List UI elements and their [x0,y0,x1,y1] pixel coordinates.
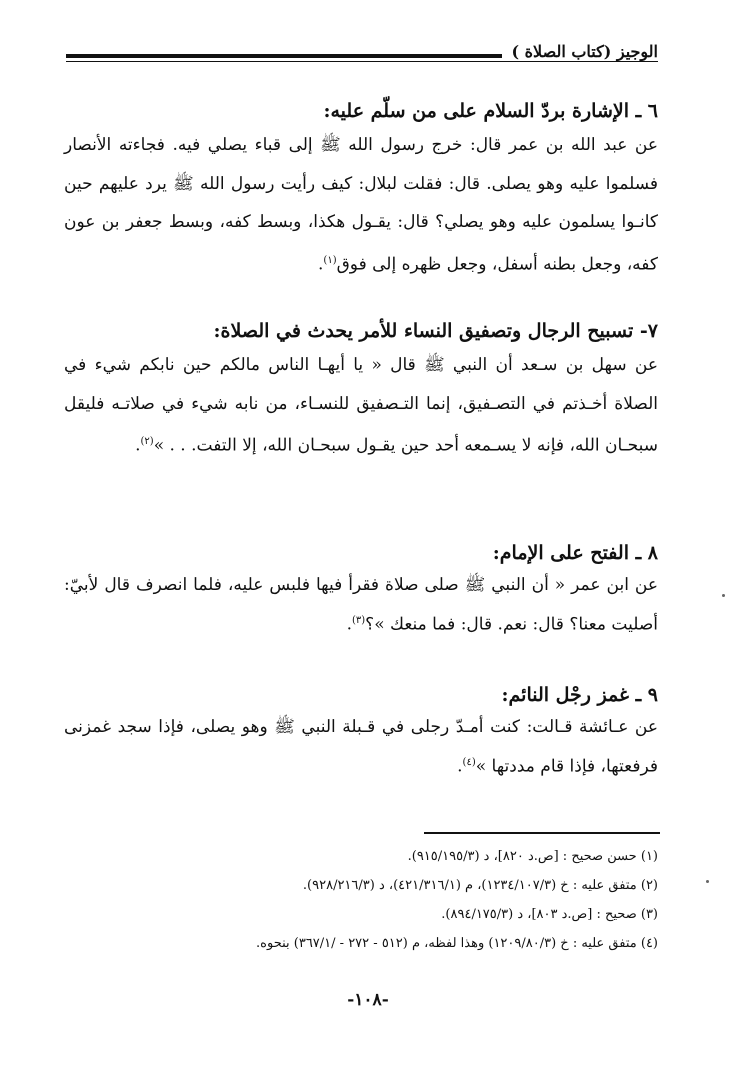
paragraph-text: عن ابن عمر « أن النبي ﷺ صلى صلاة فقرأ فيها فلبس عليه، فلما انصرف قال لأبيّ: أصليت معنا؟ قال: نعم. قال: فما منعك »؟ [64,575,658,635]
paragraph-text: عن عـائشة قـالت: كنت أمـدّ رجلى في قـبلة النبي ﷺ وهو يصلى، فإذا سجد غمزنى فرفعتها، فإذا قام مددتها » [64,717,658,777]
footnote-ref[interactable]: (٢) [140,436,154,447]
section-title: ٨ ـ الفتح على الإمام: [492,542,658,564]
footnote: (٤) متفق عليه : خ (١٢٠٩/٨٠/٣) وهذا لفظه، م (٥١٢ - ٢٧٢ - /٣٦٧/١) بنحوه. [256,936,658,951]
footnotes [80,842,658,958]
section-paragraph: عن ابن عمر « أن النبي ﷺ صلى صلاة فقرأ فيها فلبس عليه، فلما انصرف قال لأبيّ: أصليت معنا؟ قال: نعم. قال: فما منعك »؟$^{(٣)}$. [64,575,658,635]
scan-speck [706,880,709,883]
footnote: (١) حسن صحيح : [ص.د ٨٢٠]، د (٩١٥/١٩٥/٣). [407,849,658,864]
footnote-ref[interactable]: (٣) [351,615,366,626]
footnote: (٣) صحيح : [ص.د ٨٠٣]، د (٨٩٤/١٧٥/٣). [441,907,658,922]
section-title: ٩ ـ غمز رجْل النائم: [501,684,658,706]
header-title: الوجيز (كتاب الصلاة ) [504,42,659,61]
page-number: -١٠٨- [347,990,389,1010]
section-title: ٦ ـ الإشارة بردّ السلام على من سلّم عليه: [323,100,658,122]
footnote-separator [424,832,660,834]
footnote-ref[interactable]: (١) [323,254,337,266]
footnote-ref[interactable]: (٤) [462,757,476,768]
header-rule-thin [66,61,658,62]
footnote: (٢) متفق عليه : خ (١٢٣٤/١٠٧/٣)، م (٤٢١/٣١٦/١)، د (٩٢٨/٢١٦/٣). [302,878,658,893]
paragraph-text: عن عبد الله بن عمر قال: خرج رسول الله ﷺ إلى قباء يصلي فيه. فجاءته الأنصار فسلموا عليه وهو يصلى. قال: فقلت لبلال: كيف رأيت رسول الله ﷺ يرد عليهم حين كانـوا يسلمون عليه وهو يصلي؟ قال: يقـول هكذا، وبسط كفه، وبسط جعفر بن عون كفه، وجعل بطنه أسفل، وجعل ظهره إلى فوق [64,135,658,275]
paragraph-text: عن سهل بن سـعد أن النبي ﷺ قال « يا أيهـا الناس مالكم حين نابكم شيء في الصلاة أخـذتم في التصـفيق، إنما التـصفيق للنسـاء، من نابه شيء في صلاتـه فليقل سبحـان الله، فإنه لا يسـمعه أحد حين يقـول سبحـان الله، إلا التفت. . . » [64,355,658,456]
header-rule [66,54,502,58]
section-8 [64,538,658,643]
section-title: ٧- تسبيح الرجال وتصفيق النساء للأمر يحدث في الصلاة: [213,320,658,342]
section-7 [64,316,658,465]
section-paragraph: عن عـائشة قـالت: كنت أمـدّ رجلى في قـبلة النبي ﷺ وهو يصلى، فإذا سجد غمزنى فرفعتها، فإذا قام مددتها »$^{(٤)}$. [64,717,658,777]
section-paragraph: عن سهل بن سـعد أن النبي ﷺ قال « يا أيهـا الناس مالكم حين نابكم شيء في الصلاة أخـذتم في التصـفيق، إنما التـصفيق للنسـاء، من نابه شيء في صلاتـه فليقل سبحـان الله، فإنه لا يسـمعه أحد حين يقـول سبحـان الله، إلا التفت. . . »$^{(٢)}$. [64,355,658,456]
section-paragraph: عن عبد الله بن عمر قال: خرج رسول الله ﷺ إلى قباء يصلي فيه. فجاءته الأنصار فسلموا عليه وهو يصلى. قال: فقلت لبلال: كيف رأيت رسول الله ﷺ يرد عليهم حين كانـوا يسلمون عليه وهو يصلي؟ قال: يقـول هكذا، وبسط كفه، وبسط جعفر بن عون كفه، وجعل بطنه أسفل، وجعل ظهره إلى فوق$^{(١)}$. [64,135,658,275]
running-header [66,40,658,70]
section-6 [64,96,658,284]
scan-speck [722,594,725,597]
section-9 [64,680,658,785]
